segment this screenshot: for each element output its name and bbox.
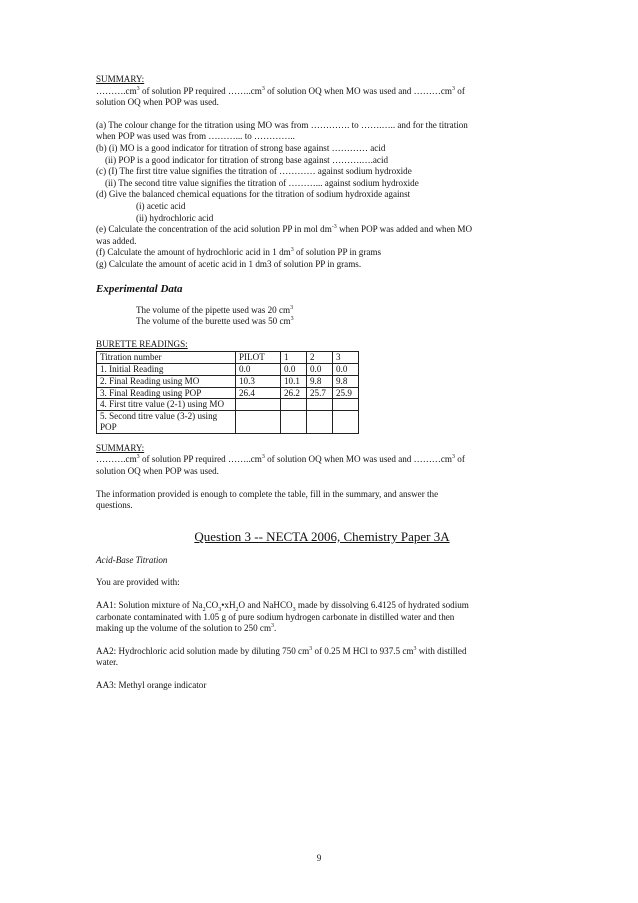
table-cell: 25.7 — [307, 387, 333, 399]
question-g: (g) Calculate the amount of acetic acid in 1 dm3 of solution PP in grams. — [96, 258, 362, 269]
question-3-title: Question 3 -- NECTA 2006, Chemistry Paper 3A — [194, 528, 450, 544]
table-caption: BURETTE READINGS: — [96, 338, 188, 349]
aa3-line: AA3: Methyl orange indicator — [96, 679, 207, 690]
info-text: questions. — [96, 500, 133, 511]
summary-heading: SUMMARY: — [96, 74, 145, 84]
question-3-subtitle: Acid-Base Titration — [96, 554, 168, 565]
question-b: (b) (i) MO is a good indicator for titration of strong base against ………… acid — [96, 142, 386, 153]
question-b-ii: (ii) POP is a good indicator for titration of strong base against ……….….acid — [105, 154, 389, 165]
table-cell: 10.3 — [236, 375, 281, 387]
question-c-ii: (ii) The second titre value signifies the titration of ………... against sodium hydroxide — [105, 177, 419, 188]
table-cell: 5. Second titre value (3-2) using POP — [97, 411, 236, 434]
summary-heading: SUMMARY: — [96, 442, 145, 453]
table-header-cell: 1 — [281, 352, 307, 364]
table-cell: 25.9 — [333, 387, 359, 399]
provided-label: You are provided with: — [96, 577, 180, 588]
table-row — [97, 375, 359, 387]
aa1-line: AA1: Solution mixture of $Na_2CO_3•xH_2O$ and NaHCO$_3$ made by dissolving 6.4125 of hydrated sodium — [96, 600, 469, 613]
table-header-cell: PILOT — [236, 352, 281, 364]
table-cell — [307, 399, 333, 411]
summary-line: solution OQ when POP was used. — [96, 97, 219, 108]
burette-volume: The volume of the burette used was 50 $cm^3$ — [136, 316, 294, 327]
aa2-line: AA2: Hydrochloric acid solution made by diluting 750 $cm^3$ of 0.25 M HCl to 937.5 $cm^3$ with distilled — [96, 645, 467, 656]
question-d: (d) Give the balanced chemical equations for the titration of sodium hydroxide against — [96, 189, 411, 200]
aa2-line: water. — [96, 657, 118, 668]
table-row — [97, 411, 359, 434]
info-text: The information provided is enough to complete the table, fill in the summary, and answer the — [96, 488, 439, 499]
question-f: (f) Calculate the amount of hydrochloric acid in 1 $dm^3$ of solution PP in grams — [96, 247, 382, 258]
table-cell: 10.1 — [281, 375, 307, 387]
table-cell: 0.0 — [307, 364, 333, 376]
question-e: (e) Calculate the concentration of the acid solution PP in mol $dm^{-3}$ when POP was added and when MO — [96, 224, 473, 235]
table-row — [97, 364, 359, 376]
question-a: (a) The colour change for the titration using MO was from …………. to …….….. and for the titration — [96, 119, 468, 130]
table-cell — [307, 411, 333, 434]
document-page — [96, 74, 548, 692]
page-number: 9 — [316, 853, 322, 863]
table-row — [97, 387, 359, 399]
question-e-cont: was added. — [96, 235, 137, 246]
question-c: (c) (I) The first titre value signifies the titration of ………… against sodium hydroxide — [96, 166, 412, 177]
table-cell: 1. Initial Reading — [97, 364, 236, 376]
table-cell — [236, 411, 281, 434]
table-cell: 3. Final Reading using POP — [97, 387, 236, 399]
question-a-cont: when POP was used was from ………... to ………….. — [96, 131, 295, 142]
table-header-cell: 2 — [307, 352, 333, 364]
table-cell: 0.0 — [236, 364, 281, 376]
table-row — [97, 399, 359, 411]
pipette-volume: The volume of the pipette used was 20 $cm^3$ — [136, 304, 294, 315]
table-header-cell: 3 — [333, 352, 359, 364]
table-cell — [333, 411, 359, 434]
table-cell — [281, 399, 307, 411]
table-cell — [236, 399, 281, 411]
summary-line: solution OQ when POP was used. — [96, 466, 219, 477]
table-header-cell: Titration number — [97, 352, 236, 364]
summary-line: $\dots\dots\dots.cm^3$ of solution PP required $\dots\dots..cm^3$ of solution OQ when MO was used and $\dots\dots\dots cm^3$ of — [96, 454, 465, 465]
table-cell — [333, 399, 359, 411]
table-cell: 4. First titre value (2-1) using MO — [97, 399, 236, 411]
question-d-ii: (ii) hydrochloric acid — [136, 212, 214, 223]
table-cell: 9.8 — [333, 375, 359, 387]
table-cell: 26.2 — [281, 387, 307, 399]
aa1-line: carbonate contaminated with 1.05 g of pure sodium hydrogen carbonate in distilled water and then — [96, 611, 455, 622]
section-title: Experimental Data — [96, 282, 183, 295]
table-header-row — [97, 352, 359, 364]
table-cell — [281, 411, 307, 434]
table-cell: 0.0 — [281, 364, 307, 376]
table-cell: 0.0 — [333, 364, 359, 376]
burette-readings-table — [96, 351, 359, 434]
table-cell: 9.8 — [307, 375, 333, 387]
table-cell: 26.4 — [236, 387, 281, 399]
aa1-line: making up the volume of the solution to 250 $cm^3$. — [96, 623, 277, 634]
summary-line: $\dots\dots\dots.cm^3$ of solution PP required $\dots\dots..cm^3$ of solution OQ when MO was used and $\dots\dots\dots cm^3$ of — [96, 85, 465, 96]
table-cell: 2. Final Reading using MO — [97, 375, 236, 387]
question-d-i: (i) acetic acid — [136, 200, 186, 211]
